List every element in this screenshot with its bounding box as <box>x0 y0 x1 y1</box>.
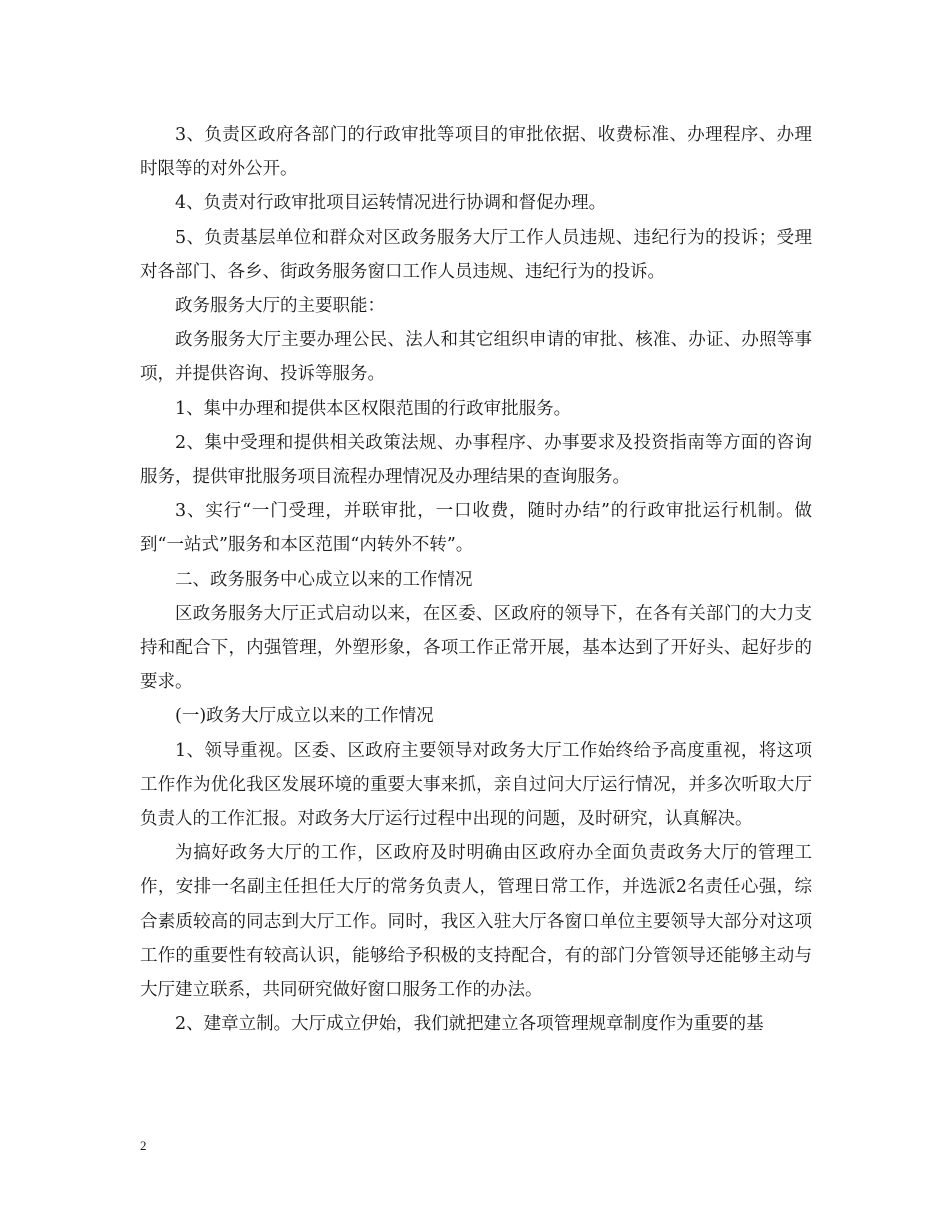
paragraph: 3、负责区政府各部门的行政审批等项目的审批依据、收费标准、办理程序、办理时限等的对外公开。 <box>140 125 812 180</box>
paragraph: 5、负责基层单位和群众对区政务服务大厅工作人员违规、违纪行为的投诉；受理对各部门、各乡、街政务服务窗口工作人员违规、违纪行为的投诉。 <box>140 227 812 282</box>
document-body <box>140 118 812 1041</box>
paragraph: 区政务服务大厅正式启动以来，在区委、区政府的领导下，在各有关部门的大力支持和配合下，内强管理，外塑形象，各项工作正常开展，基本达到了开好头、起好步的要求。 <box>140 603 812 693</box>
paragraph: 2、集中受理和提供相关政策法规、办事程序、办事要求及投资指南等方面的咨询服务，提供审批服务项目流程办理情况及办理结果的查询服务。 <box>140 432 812 488</box>
section-heading: 二、政务服务中心成立以来的工作情况 <box>175 569 473 590</box>
subsection-heading: (一)政务大厅成立以来的工作情况 <box>175 706 434 727</box>
paragraph: 为搞好政务大厅的工作，区政府及时明确由区政府办全面负责政务大厅的管理工作，安排一名副主任担任大厅的常务负责人，管理日常工作，并选派2名责任心强，综合素质较高的同志到大厅工作。同时，我区入驻大厅各窗口单位主要领导大部分对这项工作的重要性有较高认识，能够给予积极的支持配合，有的部门分管领导还能够主动与大厅建立联系，共同研究做好窗口服务工作的办法。 <box>140 843 812 1001</box>
paragraph: 政务服务大厅主要办理公民、法人和其它组织申请的审批、核准、办证、办照等事项，并提供咨询、投诉等服务。 <box>140 330 812 385</box>
paragraph: 1、领导重视。区委、区政府主要领导对政务大厅工作始终给予高度重视，将这项工作作为优化我区发展环境的重要大事来抓，亲自过问大厅运行情况，并多次听取大厅负责人的工作汇报。对政务大厅运行过程中出现的问题，及时研究，认真解决。 <box>140 740 812 830</box>
paragraph: 1、集中办理和提供本区权限范围的行政审批服务。 <box>175 398 572 419</box>
page-number: 2 <box>140 1138 147 1153</box>
section-heading: 政务服务大厅的主要职能： <box>175 296 385 317</box>
paragraph: 2、建章立制。大厅成立伊始，我们就把建立各项管理规章制度作为重要的基 <box>175 1014 764 1035</box>
paragraph: 3、实行“一门受理，并联审批，一口收费，随时办结”的行政审批运行机制。做到“一站式”服务和本区范围“内转外不转”。 <box>140 501 812 556</box>
paragraph: 4、负责对行政审批项目运转情况进行协调和督促办理。 <box>175 193 607 214</box>
